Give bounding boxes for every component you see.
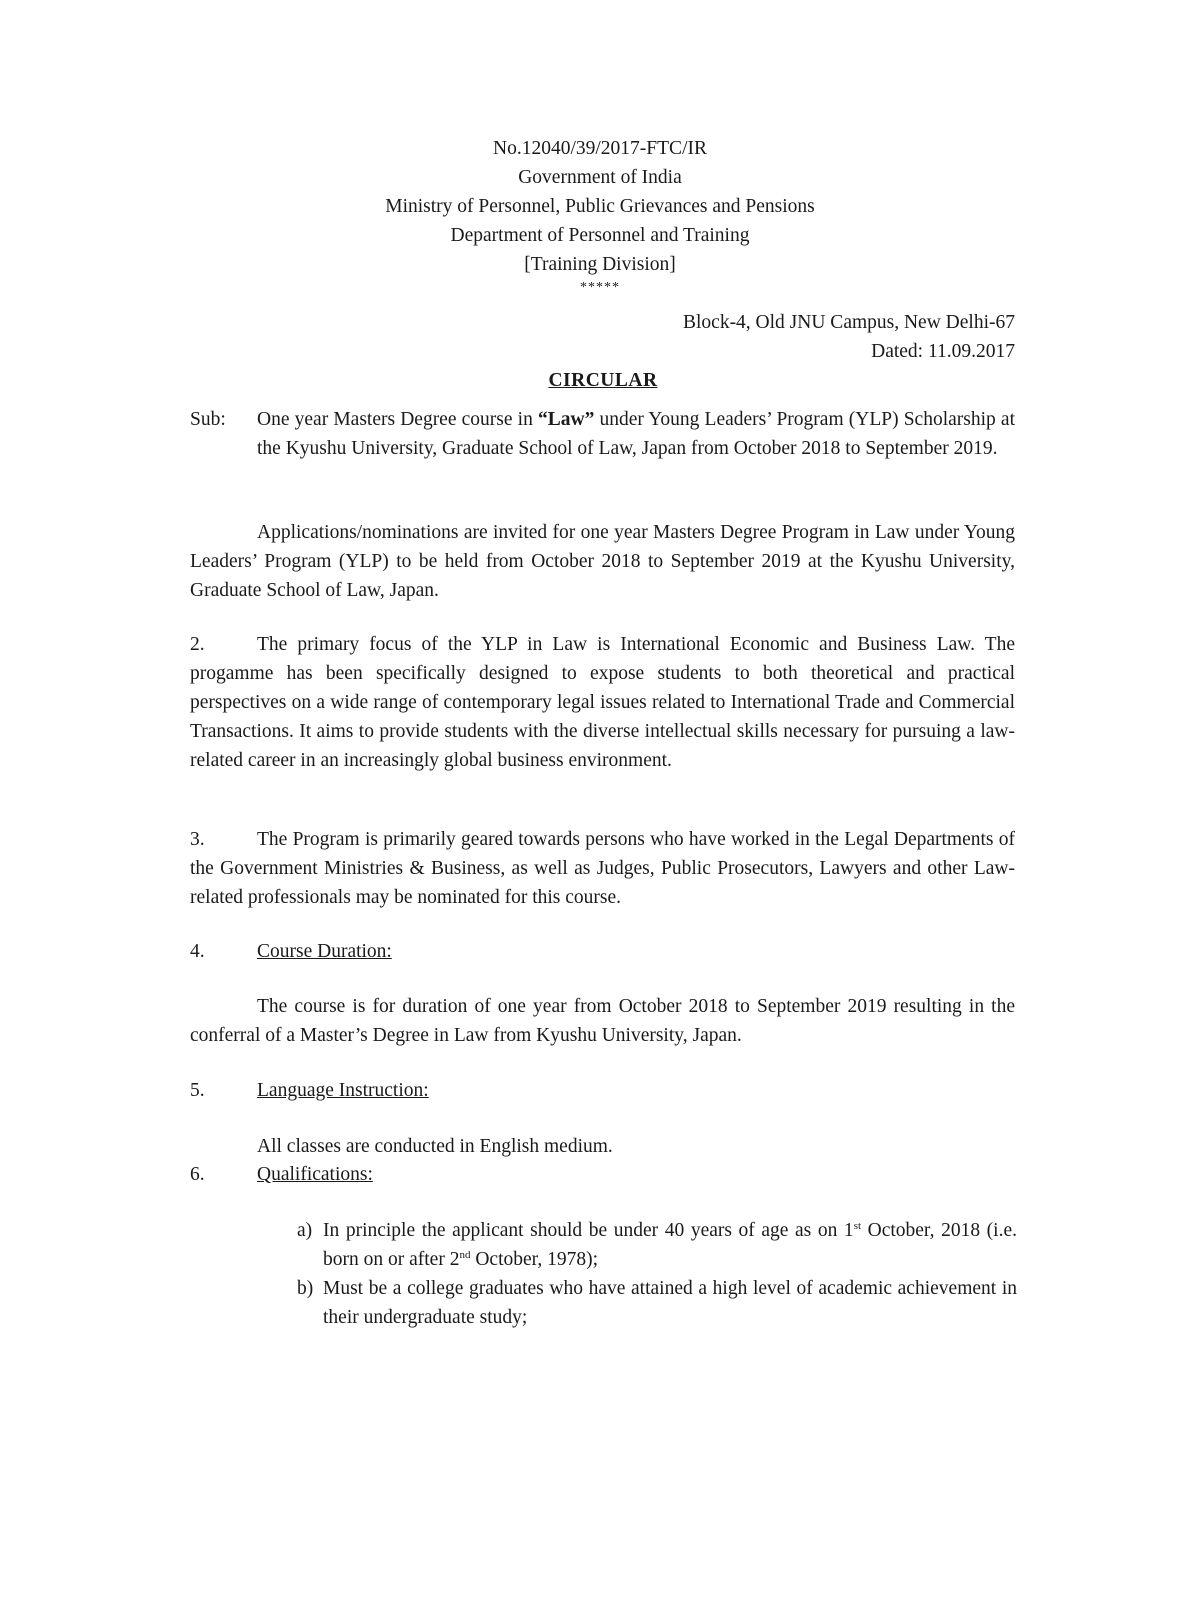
- qualification-a-letter: a): [297, 1220, 313, 1241]
- qualification-b-letter: b): [297, 1278, 314, 1299]
- document-title: CIRCULAR: [548, 370, 658, 391]
- paragraph-4-number: 4.: [190, 941, 205, 962]
- qualifications-list: [297, 1216, 1017, 1332]
- paragraph-3-text: The Program is primarily geared towards persons who have worked in the Legal Departments of the Government Ministries & Business, as well as Judges, Public Prosecutors, Lawyers and other Law-related professionals may be nominated for this course.: [190, 829, 1015, 908]
- subject-label: Sub:: [190, 409, 226, 430]
- subject-block: [190, 405, 1015, 463]
- ministry-name: Ministry of Personnel, Public Grievances and Pensions: [385, 196, 815, 217]
- qualification-b-text: Must be a college graduates who have attained a high level of academic achievement in their undergraduate study;: [323, 1278, 1017, 1328]
- government-name: Government of India: [518, 167, 682, 188]
- course-duration-heading: Course Duration:: [257, 941, 392, 962]
- qualification-a-text: In principle the applicant should be under 40 years of age as on 1st October, 2018 (i.e. born on or after 2nd October, 1978);: [323, 1220, 1017, 1270]
- paragraph-5-number: 5.: [190, 1080, 205, 1101]
- paragraph-3-number: 3.: [190, 829, 205, 850]
- letterhead: [0, 134, 1200, 297]
- subject-text: One year Masters Degree course in “Law” under Young Leaders’ Program (YLP) Scholarship at the Kyushu University, Graduate School of Law, Japan from October 2018 to September 2019.: [257, 409, 1015, 459]
- circular-date: Dated: 11.09.2017: [871, 341, 1015, 362]
- intro-paragraph: Applications/nominations are invited for one year Masters Degree Program in Law under Young Leaders’ Program (YLP) to be held from October 2018 to September 2019 at the Kyushu University, Graduate School of Law, Japan.: [190, 522, 1015, 601]
- language-instruction-heading: Language Instruction:: [257, 1080, 429, 1101]
- paragraph-2-number: 2.: [190, 634, 205, 655]
- qualifications-heading: Qualifications:: [257, 1164, 373, 1185]
- paragraph-4-heading: [190, 937, 1015, 966]
- separator-stars: *****: [580, 280, 620, 295]
- paragraph-2: [190, 630, 1015, 775]
- division-name: [Training Division]: [524, 254, 676, 275]
- paragraph-2-text: The primary focus of the YLP in Law is International Economic and Business Law. The progamme has been specifically designed to expose students to both theoretical and practical perspectives on a wide range of contemporary legal issues related to International Trade and Commercial Transactions. It aims to provide students with the diverse intellectual skills necessary for pursuing a law-related career in an increasingly global business environment.: [190, 634, 1015, 771]
- language-instruction-text: All classes are conducted in English medium.: [257, 1136, 613, 1157]
- paragraph-5-heading: [190, 1076, 1015, 1105]
- paragraph-3: [190, 825, 1015, 912]
- department-name: Department of Personnel and Training: [450, 225, 750, 246]
- office-address: Block-4, Old JNU Campus, New Delhi-67: [682, 312, 1015, 333]
- address-block: [683, 308, 1015, 366]
- list-item: [297, 1274, 1017, 1332]
- list-item: [297, 1216, 1017, 1274]
- file-number: No.12040/39/2017-FTC/IR: [493, 138, 707, 159]
- paragraph-6-heading: [190, 1160, 1015, 1189]
- subject-highlight: “Law”: [537, 409, 595, 430]
- paragraph-6-number: 6.: [190, 1164, 205, 1185]
- course-duration-text: The course is for duration of one year from October 2018 to September 2019 resulting in the conferral of a Master’s Degree in Law from Kyushu University, Japan.: [190, 996, 1015, 1046]
